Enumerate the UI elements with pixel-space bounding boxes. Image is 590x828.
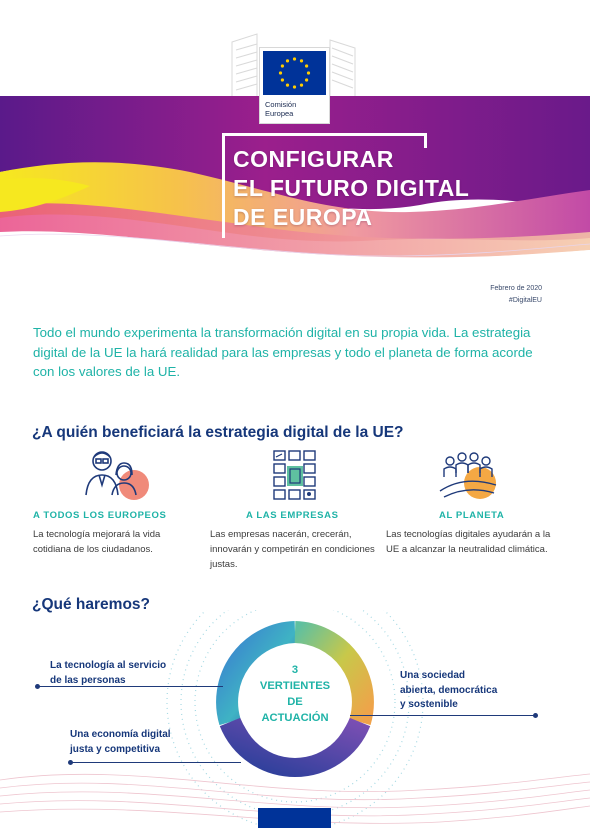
pillar-society-line-1: Una sociedad (400, 670, 466, 681)
pillar-people (50, 659, 166, 688)
pillar-society-dot (533, 713, 538, 718)
center-line-2: VERTIENTES (259, 680, 331, 692)
pillar-economy-line-1: Una economía digital (70, 729, 171, 740)
title-line-1: CONFIGURAR (233, 146, 394, 172)
ring-center-label (246, 662, 344, 726)
devices-icon (268, 445, 328, 506)
pillar-economy (70, 728, 171, 757)
logo-label (265, 100, 296, 118)
logo-line-1: Comisión (265, 100, 297, 109)
pillar-people-line-1: La tecnología al servicio (50, 660, 167, 671)
center-line-1: 3 (291, 664, 299, 676)
beneficiary-title-europeans: A TODOS LOS EUROPEOS (33, 510, 167, 521)
beneficiary-text-planet: Las tecnologías digitales ayudarán a la UE a alcanzar la neutralidad climática. (386, 529, 551, 555)
pillar-people-line-2: de las personas (50, 674, 126, 686)
pillar-society-line-2: abierta, democrática (400, 684, 498, 696)
actions-heading: ¿Qué haremos? (32, 596, 150, 613)
ec-logo (259, 47, 330, 124)
date-block (490, 283, 542, 307)
beneficiary-title-companies: A LAS EMPRESAS (246, 510, 339, 521)
pillar-people-connector (38, 686, 223, 687)
hashtag: #DigitalEU (508, 297, 542, 304)
title-line-2: EL FUTURO DIGITAL (233, 175, 470, 201)
beneficiaries-heading: ¿A quién beneficiará la estrategia digital de la UE? (32, 424, 404, 441)
intro-text: Todo el mundo experimenta la transformación digital en su propia vida. La estrategia digital de la UE la hará realidad para las empresas y todo el planeta de forma acorde con los valores de la UE. (33, 325, 533, 380)
publication-date: Febrero de 2020 (490, 285, 542, 292)
center-line-4: ACTUACIÓN (261, 712, 329, 724)
pillar-society-connector (350, 715, 536, 716)
logo-line-2: Europea (265, 109, 294, 118)
beneficiary-text-companies: Las empresas nacerán, crecerán, innovarán y competirán en condiciones justas. (210, 529, 375, 570)
center-line-3: DE (287, 696, 303, 708)
pillar-society-line-3: y sostenible (400, 699, 458, 710)
people-icon (80, 445, 152, 506)
planet-icon (434, 445, 506, 506)
title-line-3: DE EUROPA (233, 204, 373, 230)
eu-blue-bar (258, 808, 331, 828)
pillar-society (400, 669, 497, 713)
eu-flag-icon (263, 51, 326, 95)
pillar-economy-line-2: justa y competitiva (70, 743, 161, 755)
beneficiary-title-planet: AL PLANETA (439, 510, 505, 521)
page-title (233, 145, 469, 232)
hero-banner (0, 0, 590, 304)
beneficiary-text-europeans: La tecnología mejorará la vida cotidiana de los ciudadanos. (33, 529, 161, 555)
pillar-economy-connector (71, 762, 241, 763)
